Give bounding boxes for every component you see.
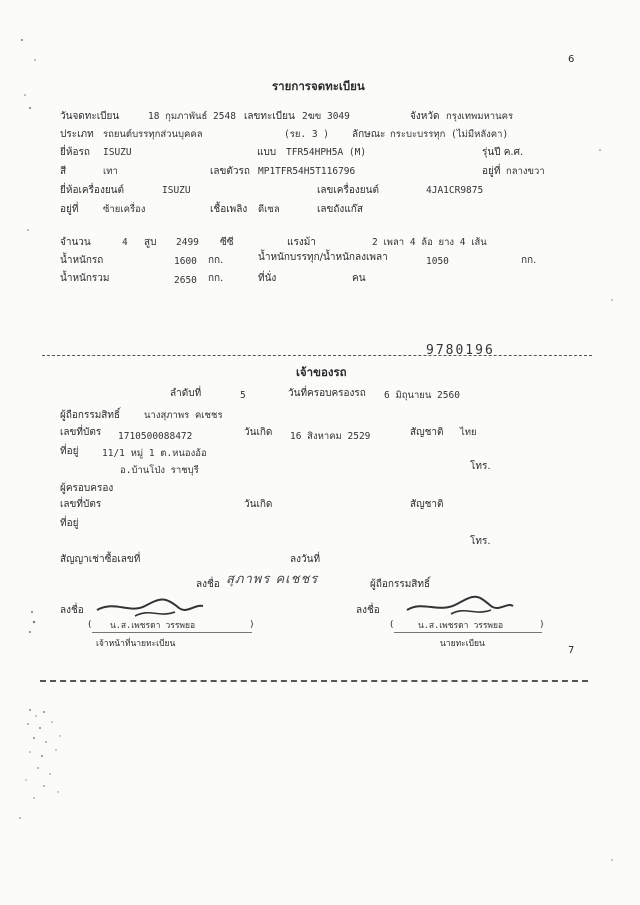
fuel-label: เชื้อเพลิง — [210, 204, 248, 215]
engine-brand: ISUZU — [162, 185, 191, 196]
id-label: เลขที่บัตร — [60, 427, 102, 438]
sign-label-right: ลงชื่อ — [356, 605, 380, 616]
owner-sign-prefix: ลงชื่อ — [196, 579, 220, 590]
cylinder-label: สูบ — [144, 237, 157, 248]
officer-right-close-paren: ) — [540, 620, 544, 630]
reg-no-label: เลขทะเบียน — [244, 111, 295, 122]
owner-name: นางสุภาพร คเชชร — [144, 410, 223, 421]
date-of-birth: 16 สิงหาคม 2529 — [290, 431, 371, 442]
own-date-label: วันที่ครอบครองรถ — [288, 388, 366, 399]
axles-wheels: 2 เพลา 4 ล้อ ยาง 4 เส้น — [372, 237, 487, 248]
dob2-label: วันเกิด — [244, 499, 273, 510]
reg-date: 18 กุมภาพันธ์ 2548 — [148, 111, 236, 122]
cylinders: 4 — [122, 237, 128, 248]
model-label: แบบ — [257, 147, 277, 158]
reg-no: 2ฆข 3049 — [302, 111, 350, 122]
address2-label: ที่อยู่ — [60, 518, 79, 529]
brand-label: ยี่ห้อรถ — [60, 147, 90, 158]
body-label: ลักษณะ — [352, 129, 386, 140]
vehicle-class: (รย. 3 ) — [284, 129, 329, 140]
id-number: 1710500088472 — [118, 431, 193, 442]
fuel: ดีเซล — [258, 204, 280, 215]
owner-title: เจ้าของรถ — [296, 365, 347, 379]
owner-handwritten-signature: สุภาพร คเชชร — [226, 572, 319, 587]
seq-number: 5 — [240, 390, 246, 401]
gross-weight-label: น้ำหนักรวม — [60, 273, 110, 284]
chassis-number: MP1TFR54H5T116796 — [258, 166, 356, 177]
owner-sign-role: ผู้ถือกรรมสิทธิ์ — [370, 579, 431, 590]
officer-role-left: เจ้าหน้าที่นายทะเบียน — [96, 639, 176, 649]
engine-no-label: เลขเครื่องยนต์ — [317, 185, 379, 196]
chassis-location: กลางขวา — [506, 166, 545, 177]
officer-left-open-paren: ( — [88, 620, 92, 630]
engine-brand-label: ยี่ห้อเครื่องยนต์ — [60, 185, 125, 196]
sign-label-left: ลงชื่อ — [60, 605, 84, 616]
nationality-label: สัญชาติ — [410, 427, 444, 438]
page-number-bottom: 7 — [568, 645, 575, 656]
weight-label: น้ำหนักรถ — [60, 255, 104, 266]
province: กรุงเทพมหานคร — [446, 111, 514, 122]
engine-location: ซ้ายเครื่อง — [103, 204, 146, 215]
address-line-2: อ.บ้านโป่ง ราชบุรี — [120, 465, 199, 476]
kg-unit-3: กก. — [208, 273, 224, 284]
province-label: จังหวัด — [410, 111, 440, 122]
registration-title: รายการจดทะเบียน — [272, 79, 365, 93]
tel-label: โทร. — [470, 461, 491, 472]
brand: ISUZU — [103, 147, 132, 158]
color-label: สี — [60, 166, 67, 177]
engine-loc-label: อยู่ที่ — [60, 204, 79, 215]
contract-label: สัญญาเช่าซื้อเลขที่ — [60, 554, 141, 565]
vehicle-type: รถยนต์บรรทุกส่วนบุคคล — [103, 129, 203, 140]
gross-weight: 2650 — [174, 275, 197, 286]
officer-left-close-paren: ) — [250, 620, 254, 630]
chassis-label: เลขตัวรถ — [210, 166, 250, 177]
address-line-1: 11/1 หมู่ 1 ต.หนองอ้อ — [102, 448, 207, 459]
body-style: กระบะบรรทุก (ไม่มีหลังคา) — [390, 129, 509, 140]
count-label: จำนวน — [60, 237, 91, 248]
dob-label: วันเกิด — [244, 427, 273, 438]
address-label: ที่อยู่ — [60, 446, 79, 457]
contract-date-label: ลงวันที่ — [290, 554, 321, 565]
nationality2-label: สัญชาติ — [410, 499, 444, 510]
chassis-loc-label: อยู่ที่ — [482, 166, 501, 177]
kg-unit-1: กก. — [208, 255, 224, 266]
reg-date-label: วันจดทะเบียน — [60, 111, 120, 122]
seats-label: ที่นั่ง — [258, 273, 277, 284]
officer-role-right: นายทะเบียน — [440, 639, 485, 649]
load-weight: 1050 — [426, 256, 449, 267]
officer-right-open-paren: ( — [390, 620, 394, 630]
horsepower-label: แรงม้า — [287, 237, 316, 248]
color: เทา — [103, 166, 118, 177]
gas-tank-label: เลขถังแก๊ส — [317, 204, 363, 215]
kg-unit-2: กก. — [521, 255, 537, 266]
nationality: ไทย — [460, 427, 477, 438]
possessor-label: ผู้ครอบครอง — [60, 483, 114, 494]
year-label: รุ่นปี ค.ศ. — [482, 147, 524, 158]
serial-fragment: 9780196 — [426, 343, 495, 358]
type-label: ประเภท — [60, 129, 94, 140]
tel2-label: โทร. — [470, 536, 491, 547]
own-date: 6 มิถุนายน 2560 — [384, 390, 460, 401]
owner-label: ผู้ถือกรรมสิทธิ์ — [60, 410, 121, 421]
load-label: น้ำหนักบรรทุก/น้ำหนักลงเพลา — [258, 252, 388, 263]
page-number-top: 6 — [568, 54, 575, 65]
model: TFR54HPH5A (M) — [286, 147, 367, 158]
seq-label: ลำดับที่ — [170, 388, 202, 399]
engine-cc: 2499 — [176, 237, 199, 248]
seats-unit: คน — [352, 273, 366, 284]
officer-name-left: น.ส.เพชรดา วรรพยอ — [110, 621, 196, 631]
id2-label: เลขที่บัตร — [60, 499, 102, 510]
cc-label: ซีซี — [220, 237, 234, 248]
officer-name-right: น.ส.เพชรดา วรรพยอ — [418, 621, 504, 631]
engine-number: 4JA1CR9875 — [426, 185, 484, 196]
vehicle-weight: 1600 — [174, 256, 197, 267]
